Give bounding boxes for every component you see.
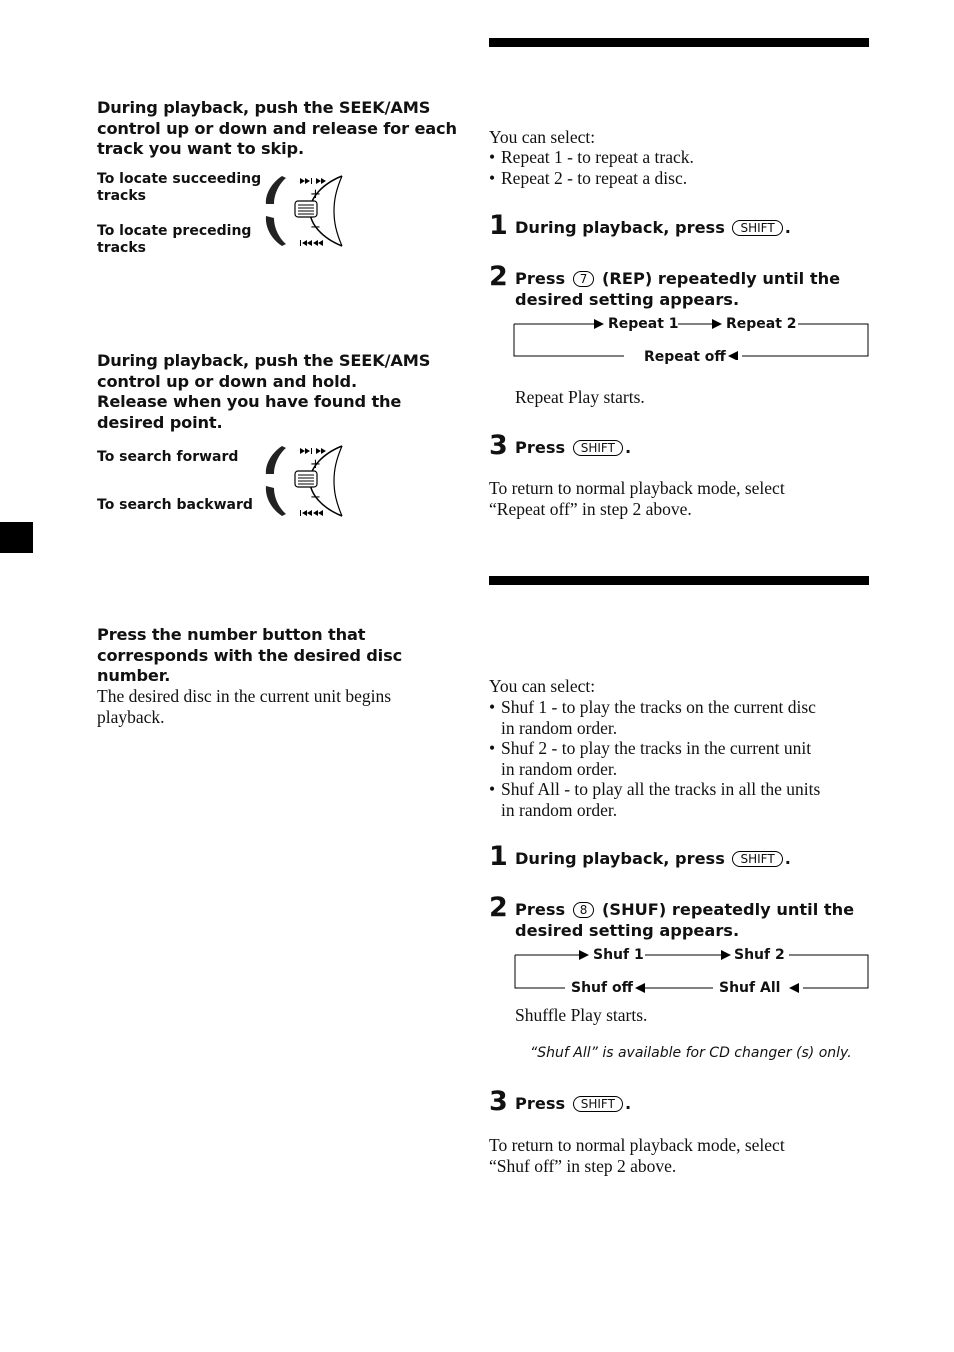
shuffle-option-text: in random order. [501, 717, 618, 738]
search-instruction-line: During playback, push the SEEK/AMS [97, 351, 431, 370]
skip-up-label [97, 171, 261, 205]
shift-button[interactable]: SHIFT [573, 440, 623, 456]
shuffle-intro: You can select: [489, 676, 596, 696]
disc-instruction-line: number. [97, 666, 171, 685]
bullet: • [489, 168, 496, 188]
repeat-starts: Repeat Play starts. [515, 387, 645, 407]
svg-text:−: − [310, 220, 321, 235]
section-rule [489, 38, 869, 47]
skip-instruction-line: During playback, push the SEEK/AMS [97, 98, 431, 117]
skip-instruction-line: track you want to skip. [97, 139, 304, 158]
step-text: . [624, 1094, 632, 1113]
label-line: tracks [97, 240, 146, 256]
number-8-button[interactable]: 8 [573, 902, 595, 918]
arrow-icon [721, 950, 731, 960]
step-text: Press [515, 438, 566, 457]
repeat-option [489, 147, 869, 168]
search-instruction [97, 351, 457, 433]
shuffle-step-2 [515, 900, 854, 941]
step-number: 1 [489, 210, 508, 241]
shuffle-option [489, 697, 879, 738]
shuffle-starts: Shuffle Play starts. [515, 1005, 648, 1025]
shuffle-option-text: Shuf All - to play all the tracks in all the units [501, 779, 821, 799]
search-forward-label: To search forward [97, 449, 239, 465]
disc-instruction-line: Press the number button that [97, 625, 366, 644]
cycle-shuf-2: Shuf 2 [734, 947, 785, 963]
step-number: 2 [489, 261, 508, 292]
shuffle-note: “Shuf All” is available for CD changer (s) only. [530, 1045, 852, 1061]
label-line: To locate preceding [97, 223, 252, 239]
step-number: 1 [489, 841, 508, 872]
svg-text:+: + [310, 187, 321, 202]
svg-text:−: − [310, 490, 321, 505]
cycle-shuf-all: Shuf All [719, 980, 781, 996]
shuffle-option [489, 779, 889, 820]
section-rule [489, 576, 869, 585]
label-line: tracks [97, 188, 146, 204]
arrow-icon [635, 983, 645, 993]
bullet: • [489, 147, 496, 167]
step-text: (SHUF) repeatedly until the [602, 900, 855, 919]
shuffle-step-1 [515, 849, 791, 870]
cycle-repeat-1: Repeat 1 [608, 316, 679, 332]
label-line: To locate succeeding [97, 171, 262, 187]
step-text: Press [515, 269, 566, 288]
seek-ams-control-icon [262, 440, 348, 522]
repeat-step-1 [515, 218, 791, 239]
arrow-icon [712, 319, 722, 329]
shift-button[interactable]: SHIFT [573, 1096, 623, 1112]
arrow-icon [579, 950, 589, 960]
shift-button[interactable]: SHIFT [732, 851, 782, 867]
repeat-option-text: Repeat 1 - to repeat a track. [501, 147, 694, 167]
step-text: During playback, press [515, 218, 725, 237]
arrow-icon [728, 351, 738, 360]
repeat-option-text: Repeat 2 - to repeat a disc. [501, 168, 688, 188]
shuffle-return [489, 1135, 869, 1176]
step-text: (REP) repeatedly until the [602, 269, 841, 288]
shuffle-option-text: in random order. [501, 799, 618, 820]
cycle-repeat-2: Repeat 2 [726, 316, 797, 332]
disc-body [97, 686, 457, 727]
arrow-icon [789, 983, 799, 993]
repeat-return [489, 478, 869, 519]
page-side-tab [0, 522, 33, 553]
arrow-icon [594, 319, 604, 329]
skip-instruction-line: control up or down and release for each [97, 118, 457, 138]
return-line: To return to normal playback mode, select [489, 478, 785, 498]
shuffle-step-3 [515, 1094, 631, 1115]
repeat-option [489, 168, 869, 189]
step-number: 3 [489, 430, 508, 461]
step-number: 3 [489, 1086, 508, 1117]
bullet: • [489, 738, 496, 758]
repeat-step-2 [515, 269, 840, 310]
step-text: . [784, 218, 791, 237]
bullet: • [489, 697, 496, 717]
step-text: . [784, 849, 791, 868]
number-7-button[interactable]: 7 [573, 271, 595, 287]
shuffle-option-text: Shuf 1 - to play the tracks on the current disc [501, 697, 816, 717]
search-instruction-line: desired point. [97, 412, 223, 432]
bullet: • [489, 779, 496, 799]
cycle-repeat-off: Repeat off [644, 349, 726, 365]
repeat-intro: You can select: [489, 127, 596, 147]
cycle-shuf-off: Shuf off [571, 980, 633, 996]
disc-instruction-line: corresponds with the desired disc [97, 645, 403, 665]
return-line: To return to normal playback mode, select [489, 1135, 785, 1155]
shift-button[interactable]: SHIFT [732, 220, 782, 236]
skip-down-label [97, 223, 251, 257]
skip-instruction [97, 98, 457, 160]
search-backward-label: To search backward [97, 497, 253, 513]
step-text: desired setting appears. [515, 920, 740, 940]
svg-text:+: + [310, 457, 321, 472]
search-instruction-line: Release when you have found the [97, 392, 402, 411]
step-text: Press [515, 1094, 566, 1113]
shuffle-option [489, 738, 879, 779]
shuffle-option-text: Shuf 2 - to play the tracks in the current unit [501, 738, 812, 758]
step-text: During playback, press [515, 849, 725, 868]
disc-body-line: The desired disc in the current unit begins [97, 686, 392, 706]
shuffle-cycle-diagram [513, 945, 873, 995]
shuffle-option-text: in random order. [501, 758, 618, 779]
return-line: “Repeat off” in step 2 above. [489, 498, 692, 519]
step-number: 2 [489, 892, 508, 923]
return-line: “Shuf off” in step 2 above. [489, 1155, 677, 1176]
repeat-step-3 [515, 438, 631, 459]
seek-ams-control-icon [262, 170, 348, 252]
step-text: . [624, 438, 632, 457]
disc-body-line: playback. [97, 706, 165, 727]
disc-instruction [97, 625, 457, 687]
search-instruction-line: control up or down and hold. [97, 371, 357, 391]
step-text: desired setting appears. [515, 289, 740, 309]
cycle-shuf-1: Shuf 1 [593, 947, 644, 963]
step-text: Press [515, 900, 566, 919]
